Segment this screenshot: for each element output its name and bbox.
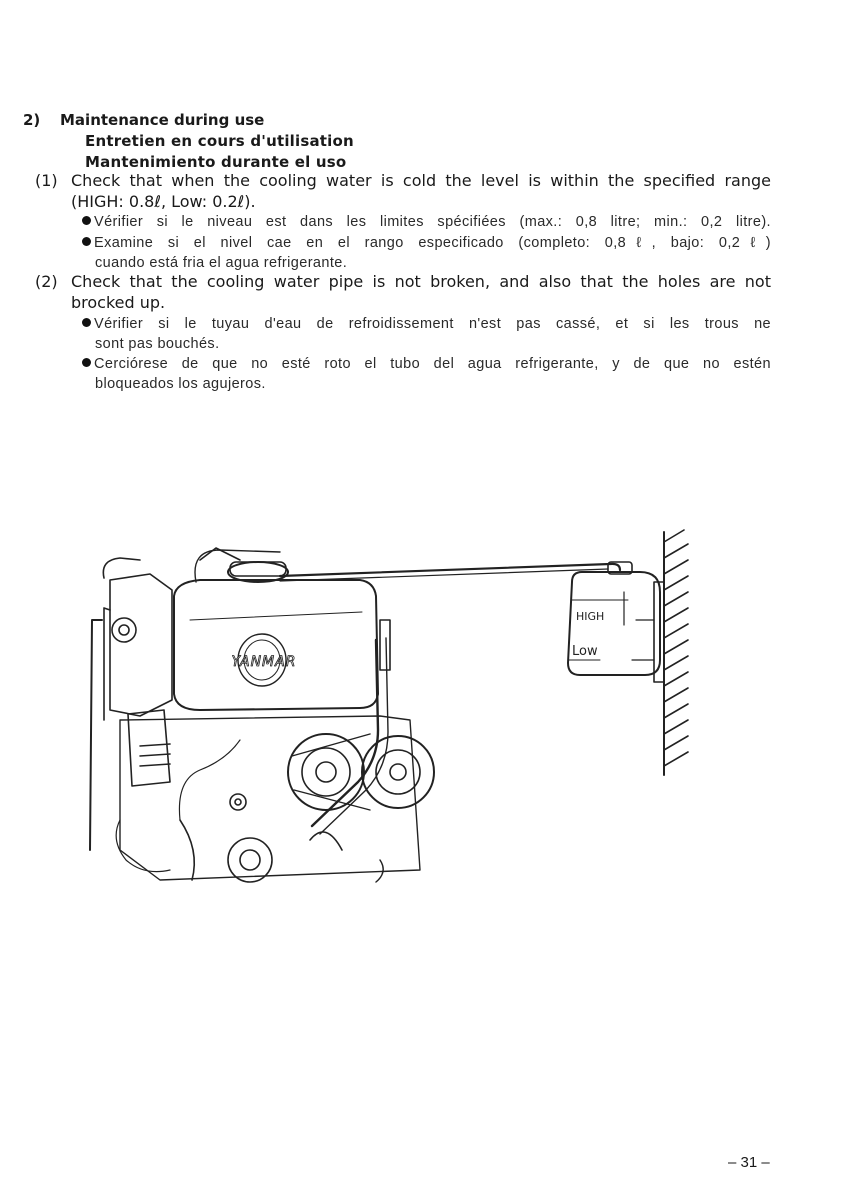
tank-low-label: Low [572,644,598,659]
item-1-french-bullet: Vérifier si le niveau est dans les limites spécifiées (max.: 0,8 litre; min.: 0,2 litre). [82,214,771,230]
item-2-spanish-bullet: Cerciórese de que no esté roto el tubo del agua refrigerante, y de que no estén [82,356,771,372]
bullet-icon [82,216,91,225]
item-1-english-line-1: Check that when the cooling water is cold the level is within the specified range [71,171,771,190]
coolant-reservoir-tank [568,562,660,675]
item-2-number: (2) [35,272,58,291]
bullet-icon [82,237,91,246]
item-1-spanish-line-2: cuando está fria el agua refrigerante. [95,255,348,271]
page-number: – 31 – [728,1154,770,1171]
item-1-english-line-2: (HIGH: 0.8ℓ, Low: 0.2ℓ). [71,192,256,211]
section-number: 2) [23,111,41,129]
section-title-english: Maintenance during use [60,111,265,129]
brand-logo-text: YANMAR [231,654,297,670]
section-title-spanish: Mantenimiento durante el uso [85,153,347,171]
engine-block [90,548,434,882]
item-1-spanish-bullet: Examine si el nivel cae en el rango especificado (completo: 0,8ℓ, bajo: 0,2ℓ) [82,235,771,251]
tank-high-label: HIGH [576,610,605,623]
bullet-icon [82,358,91,367]
bullet-icon [82,318,91,327]
section-title-french: Entretien en cours d'utilisation [85,132,354,150]
wall-hatching [664,530,688,775]
item-1-number: (1) [35,171,58,190]
engine-cooling-illustration [80,520,720,890]
item-2-english-line-2: brocked up. [71,293,166,312]
item-2-english-line-1: Check that the cooling water pipe is not broken, and also that the holes are not [71,272,771,291]
item-2-french-bullet: Vérifier si le tuyau d'eau de refroidissement n'est pas cassé, et si les trous ne [82,316,771,332]
item-2-spanish-line-2: bloqueados los agujeros. [95,376,266,392]
item-2-french-line-2: sont pas bouchés. [95,336,220,352]
